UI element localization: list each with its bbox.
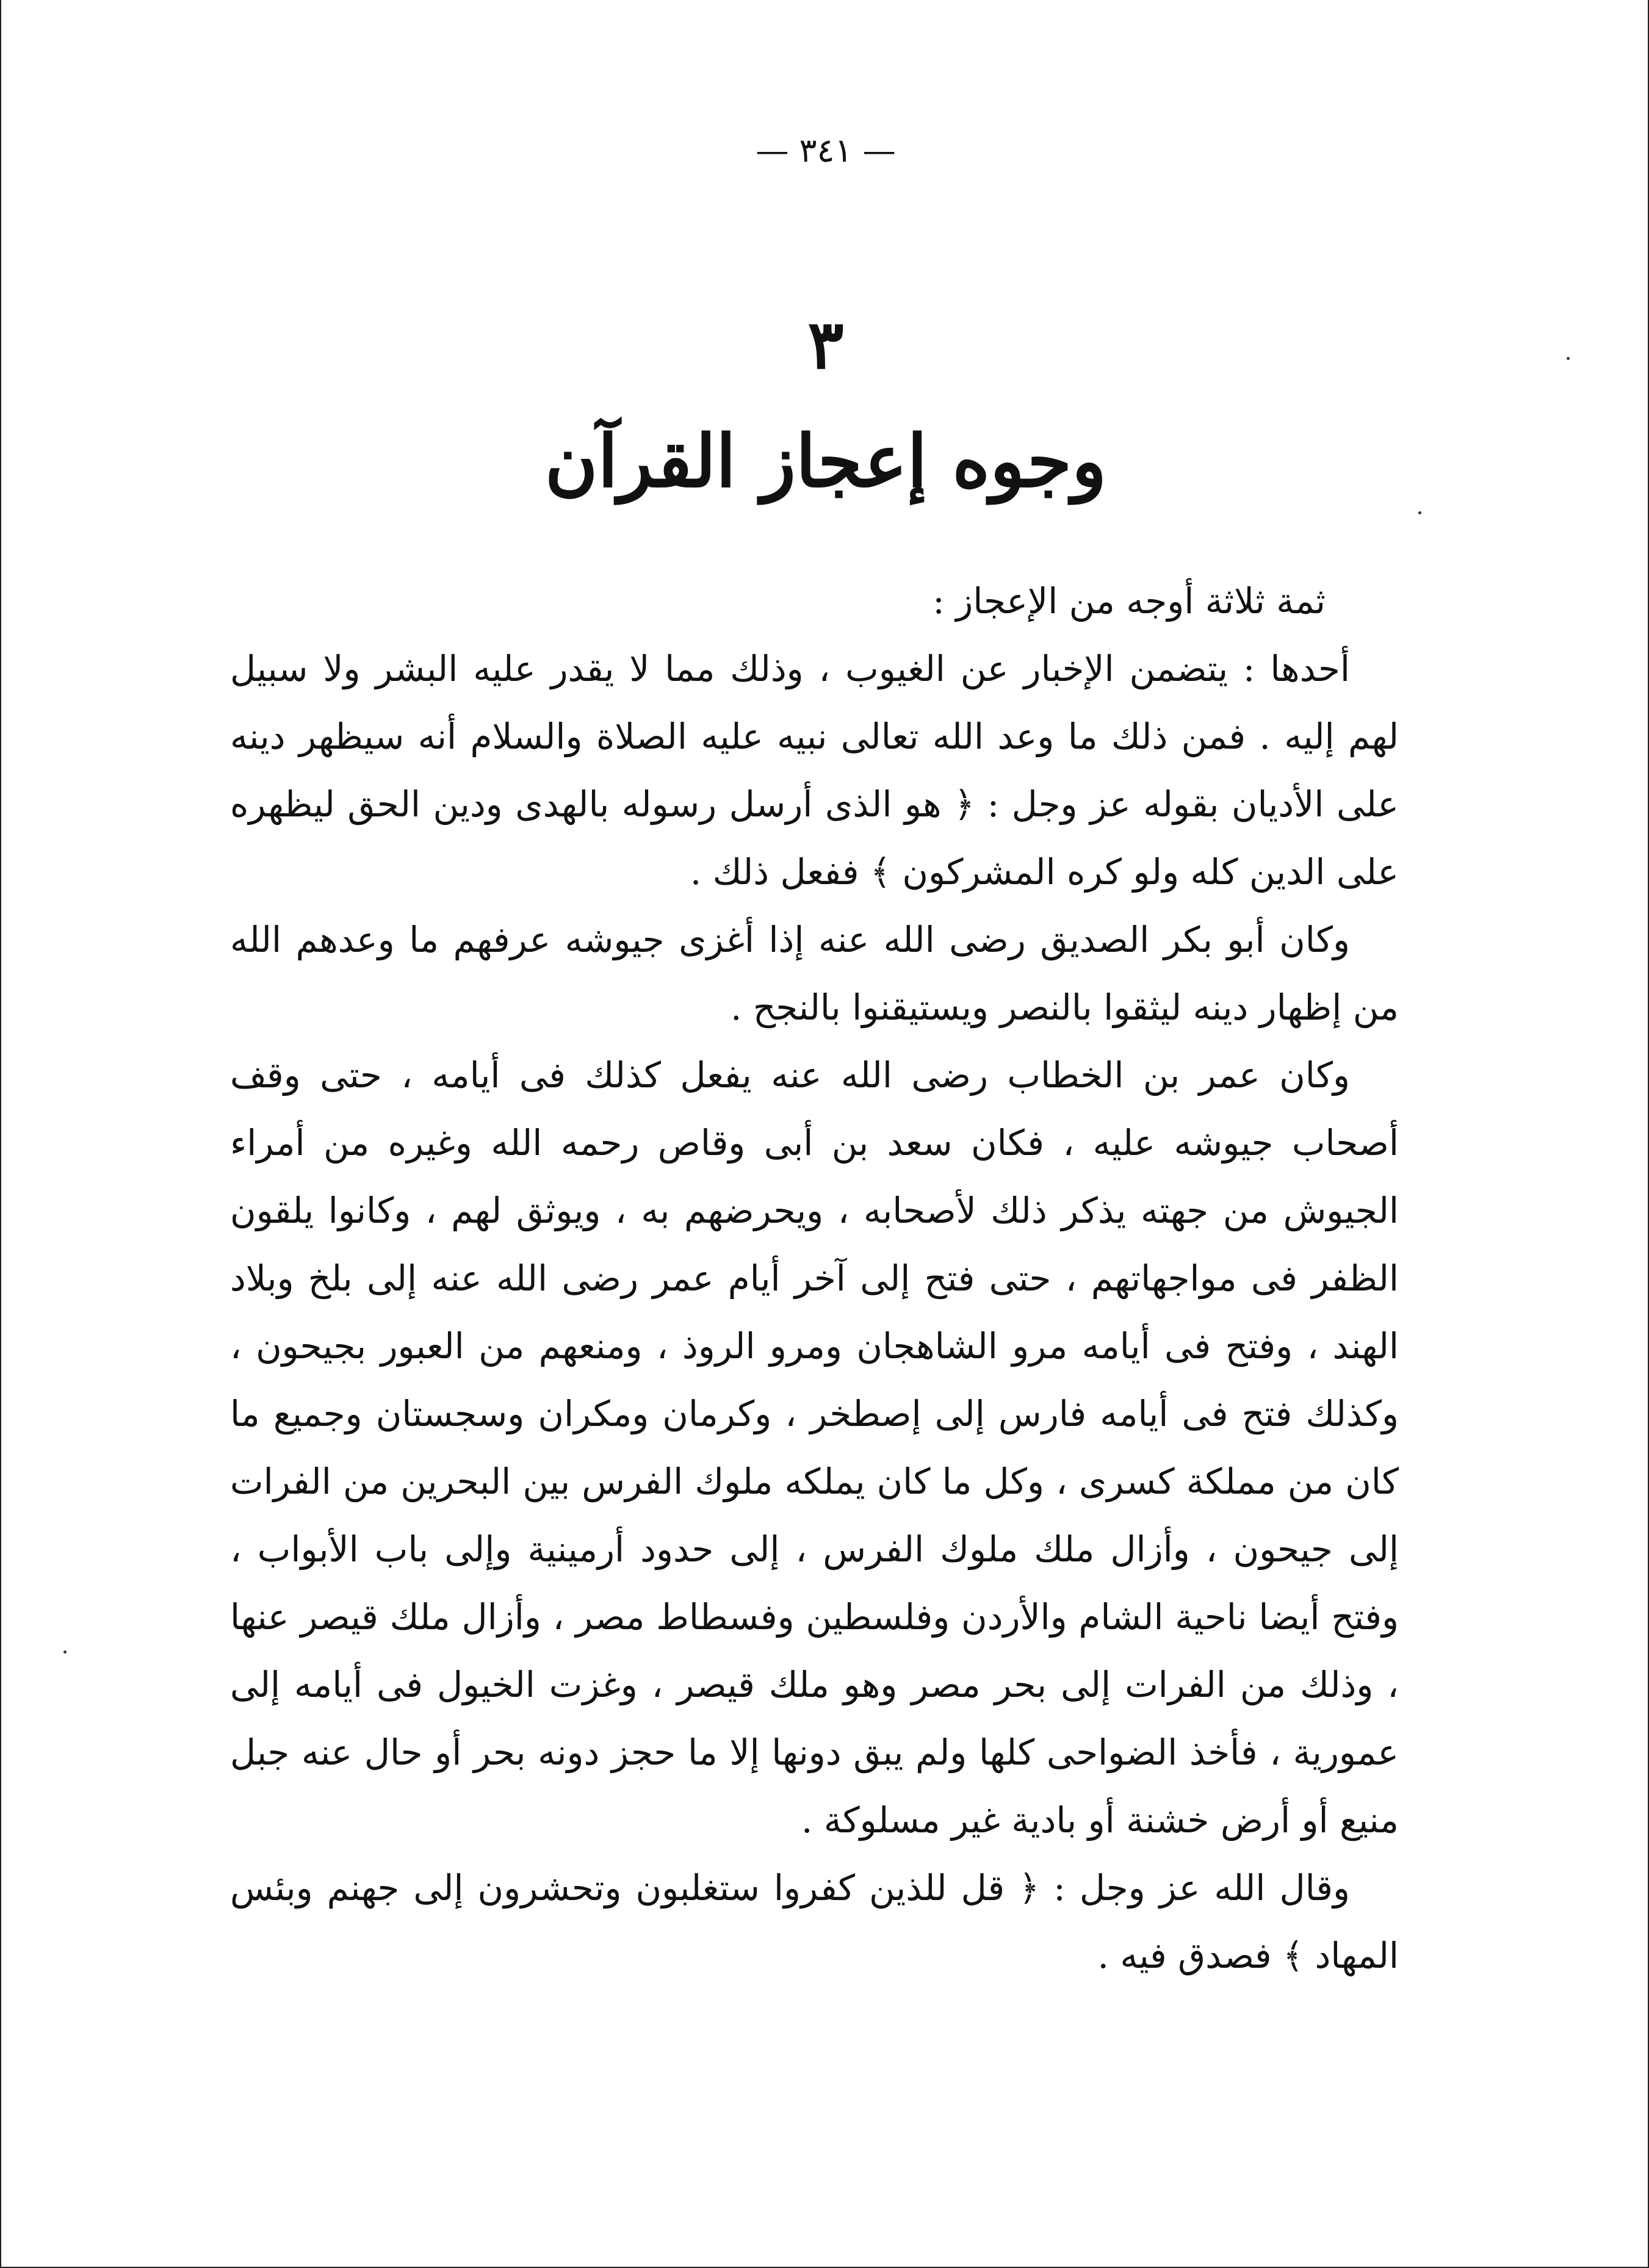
paragraph-abu-bakr: وكان أبو بكر الصديق رضى الله عنه إذا أغزى جيوشه عرفهم ما وعدهم الله من إظهار دينه ليثقوا بالنصر ويستيقنوا بالنجح .: [230, 919, 1399, 1028]
paragraph-first-aspect: أحدها : يتضمن الإخبار عن الغيوب ، وذلك مما لا يقدر عليه البشر ولا سبيل لهم إليه . فمن ذلك ما وعد الله تعالى نبيه عليه الصلاة والسلام أنه سيظهر دينه على الأديان بقوله عز وجل : ﴿ هو الذى أرسل رسوله بالهدى ودين الحق ليظهره على الدين كله ولو كره المشركون ﴾ ففعل ذلك .: [230, 648, 1399, 893]
chapter-title: وجوه إعجاز القرآن: [544, 419, 1107, 503]
chapter-number: ٣: [807, 305, 844, 384]
scan-speck: [1418, 511, 1421, 514]
body-text: [230, 567, 1399, 1990]
paragraph-quran-verse: وقال الله عز وجل : ﴿ قل للذين كفروا ستغلبون وتحشرون إلى جهنم وبئس المهاد ﴾ فصدق فيه .: [230, 1867, 1399, 1976]
paragraph-umar: وكان عمر بن الخطاب رضى الله عنه يفعل كذلك فى أيامه ، حتى وقف أصحاب جيوشه عليه ، فكان سعد بن أبى وقاص رحمه الله وغيره من أمراء الجيوش من جهته يذكر ذلك لأصحابه ، ويحرضهم به ، ويوثق لهم ، وكانوا يلقون الظفر فى مواجهاتهم ، حتى فتح إلى آخر أيام عمر رضى الله عنه إلى بلخ وبلاد الهند ، وفتح فى أيامه مرو الشاهجان ومرو الروذ ، ومنعهم من العبور بجيحون ، وكذلك فتح فى أيامه فارس إلى إصطخر ، وكرمان ومكران وسجستان وجميع ما كان من مملكة كسرى ، وكل ما كان يملكه ملوك الفرس بين البحرين من الفرات إلى جيحون ، وأزال ملك ملوك الفرس ، إلى حدود أرمينية وإلى باب الأبواب ، وفتح أيضا ناحية الشام والأردن وفلسطين وفسطاط مصر ، وأزال ملك قيصر عنها ، وذلك من الفرات إلى بحر مصر وهو ملك قيصر ، وغزت الخيول فى أيامه إلى عمورية ، فأخذ الضواحى كلها ولم يبق دونها إلا ما حجز دونه بحر أو حال عنه جبل منيع أو أرض خشنة أو بادية غير مسلوكة .: [230, 1054, 1399, 1841]
page-number: — ٣٤١ —: [756, 131, 896, 170]
scan-speck: [1567, 357, 1570, 360]
intro-paragraph: ثمة ثلاثة أوجه من الإعجاز :: [933, 580, 1326, 622]
scan-speck: [63, 1651, 67, 1654]
